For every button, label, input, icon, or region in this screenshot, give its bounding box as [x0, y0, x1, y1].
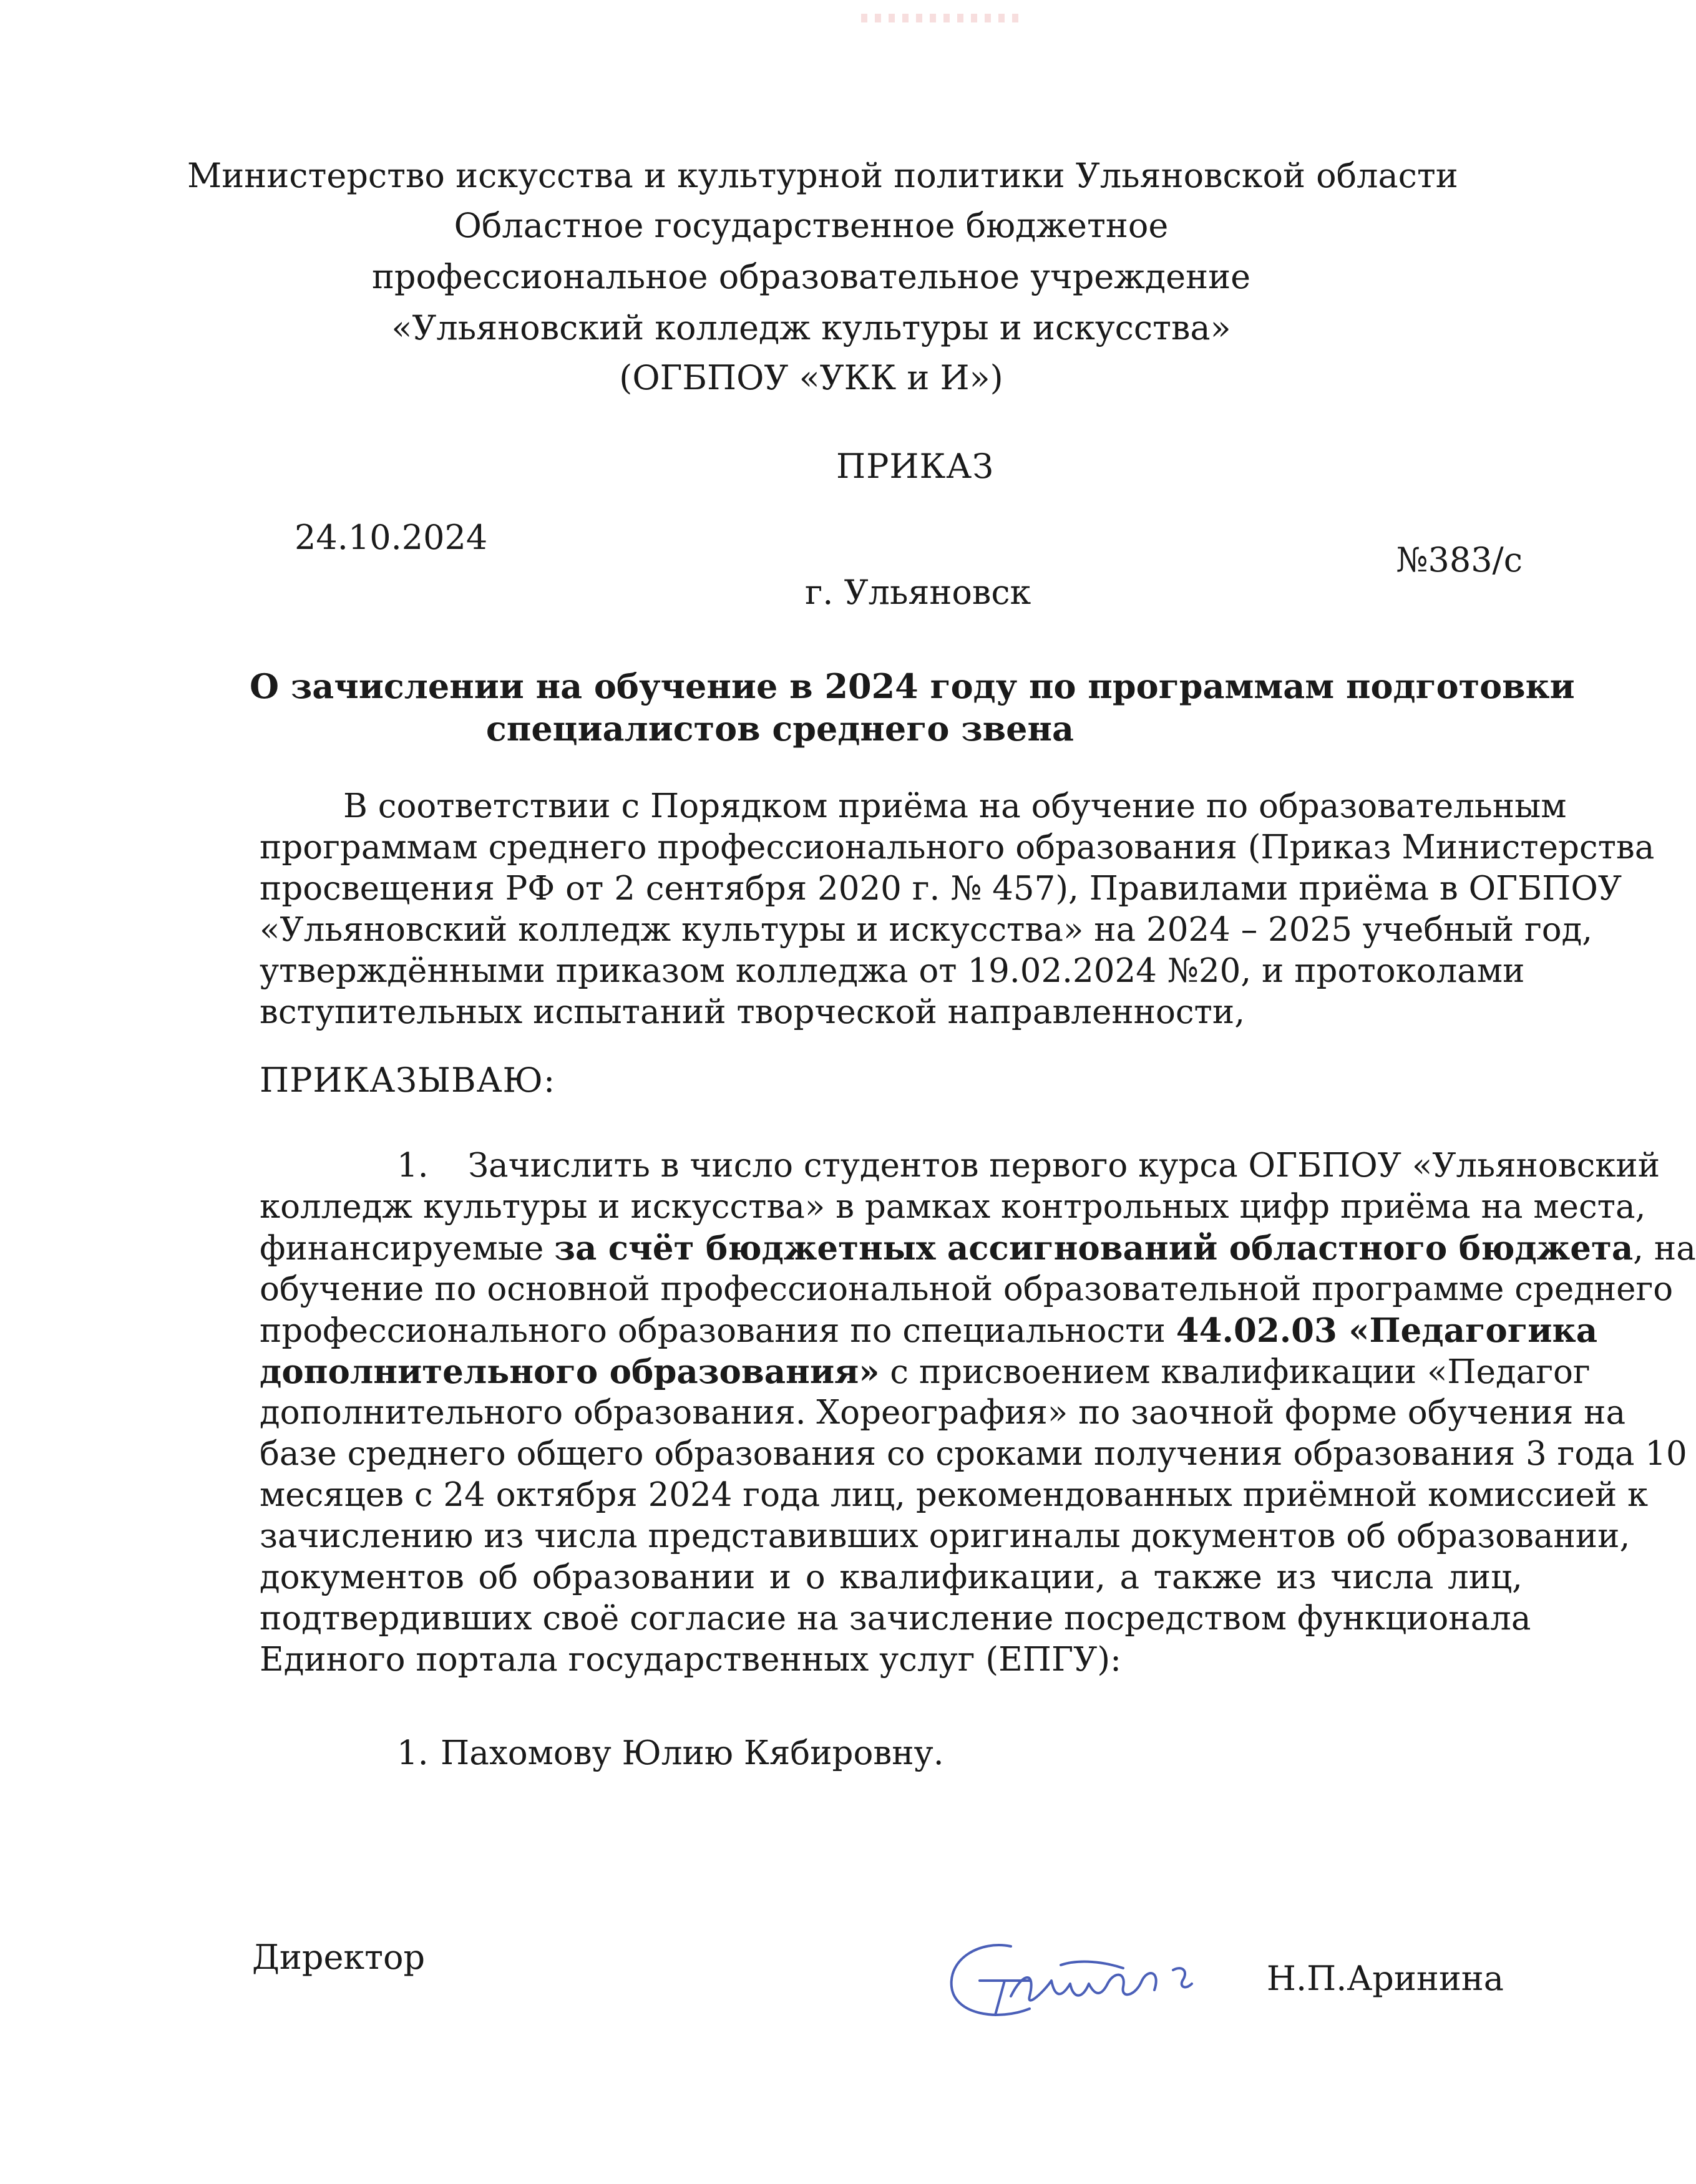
- institution-kind: профессиональное образовательное учреждение: [371, 257, 1251, 296]
- preamble-line: просвещения РФ от 2 сентября 2020 г. № 457), Правилами приёма в ОГБПОУ: [260, 870, 1622, 908]
- scan-artifact: [861, 14, 1023, 22]
- item-line: [260, 1311, 1598, 1351]
- handwritten-signature: [936, 1921, 1223, 2034]
- funding-source: за счёт бюджетных ассигнований областного бюджета: [554, 1229, 1634, 1268]
- institution-name: «Ульяновский колледж культуры и искусства»: [391, 308, 1231, 347]
- item-line: колледж культуры и искусства» в рамках контрольных цифр приёма на места,: [260, 1188, 1646, 1226]
- item-line: Зачислить в число студентов первого курса ОГБПОУ «Ульяновский: [468, 1147, 1660, 1185]
- item-line: [260, 1229, 1696, 1268]
- preamble-line: программам среднего профессионального образования (Приказ Министерства: [260, 828, 1655, 866]
- document-title: ПРИКАЗ: [836, 447, 994, 486]
- student-name: Пахомову Юлию Кябировну.: [441, 1734, 944, 1772]
- student-marker: 1.: [397, 1734, 429, 1772]
- preamble-line: «Ульяновский колледж культуры и искусства» на 2024 – 2025 учебный год,: [260, 911, 1593, 949]
- item-text: профессионального образования по специальности: [260, 1312, 1176, 1350]
- document-city: г. Ульяновск: [805, 573, 1031, 612]
- specialty-code: 44.02.03 «Педагогика: [1176, 1311, 1598, 1350]
- item-line: дополнительного образования. Хореография» по заочной форме обучения на: [260, 1394, 1626, 1432]
- item-line: Единого портала государственных услуг (ЕПГУ):: [260, 1641, 1121, 1679]
- item-line: [260, 1352, 1591, 1392]
- item-text: , на: [1633, 1230, 1696, 1268]
- item-line: документов об образовании и о квалификации, а также из числа лиц,: [260, 1558, 1523, 1596]
- institution-type: Областное государственное бюджетное: [454, 206, 1169, 245]
- document-number: №383/с: [1396, 540, 1523, 580]
- specialty-name: дополнительного образования»: [260, 1352, 880, 1391]
- item-text: финансируемые: [260, 1230, 555, 1268]
- item-line: подтвердивших своё согласие на зачисление посредством функционала: [260, 1599, 1531, 1638]
- item-marker: 1.: [397, 1147, 429, 1185]
- subject-line-1: О зачислении на обучение в 2024 году по программам подготовки: [250, 666, 1575, 706]
- signatory-position: Директор: [252, 1938, 426, 1977]
- institution-abbreviation: (ОГБПОУ «УКК и И»): [619, 358, 1003, 397]
- item-text: с присвоением квалификации «Педагог: [879, 1353, 1591, 1391]
- preamble-line: вступительных испытаний творческой направленности,: [260, 993, 1245, 1031]
- preamble-line: утверждёнными приказом колледжа от 19.02.2024 №20, и протоколами: [260, 952, 1525, 990]
- subject-line-2: специалистов среднего звена: [485, 709, 1075, 749]
- document-date: 24.10.2024: [295, 518, 488, 557]
- ministry-name: Министерство искусства и культурной политики Ульяновской области: [187, 156, 1458, 195]
- item-line: месяцев с 24 октября 2024 года лиц, рекомендованных приёмной комиссией к: [260, 1476, 1649, 1514]
- signatory-name: Н.П.Аринина: [1266, 1959, 1504, 1998]
- item-line: зачислению из числа представивших оригиналы документов об образовании,: [260, 1517, 1630, 1555]
- orders-word: ПРИКАЗЫВАЮ:: [260, 1060, 556, 1100]
- item-line: обучение по основной профессиональной образовательной программе среднего: [260, 1270, 1674, 1308]
- preamble-line: В соответствии с Порядком приёма на обучение по образовательным: [343, 787, 1567, 825]
- item-line: базе среднего общего образования со сроками получения образования 3 года 10: [260, 1435, 1687, 1473]
